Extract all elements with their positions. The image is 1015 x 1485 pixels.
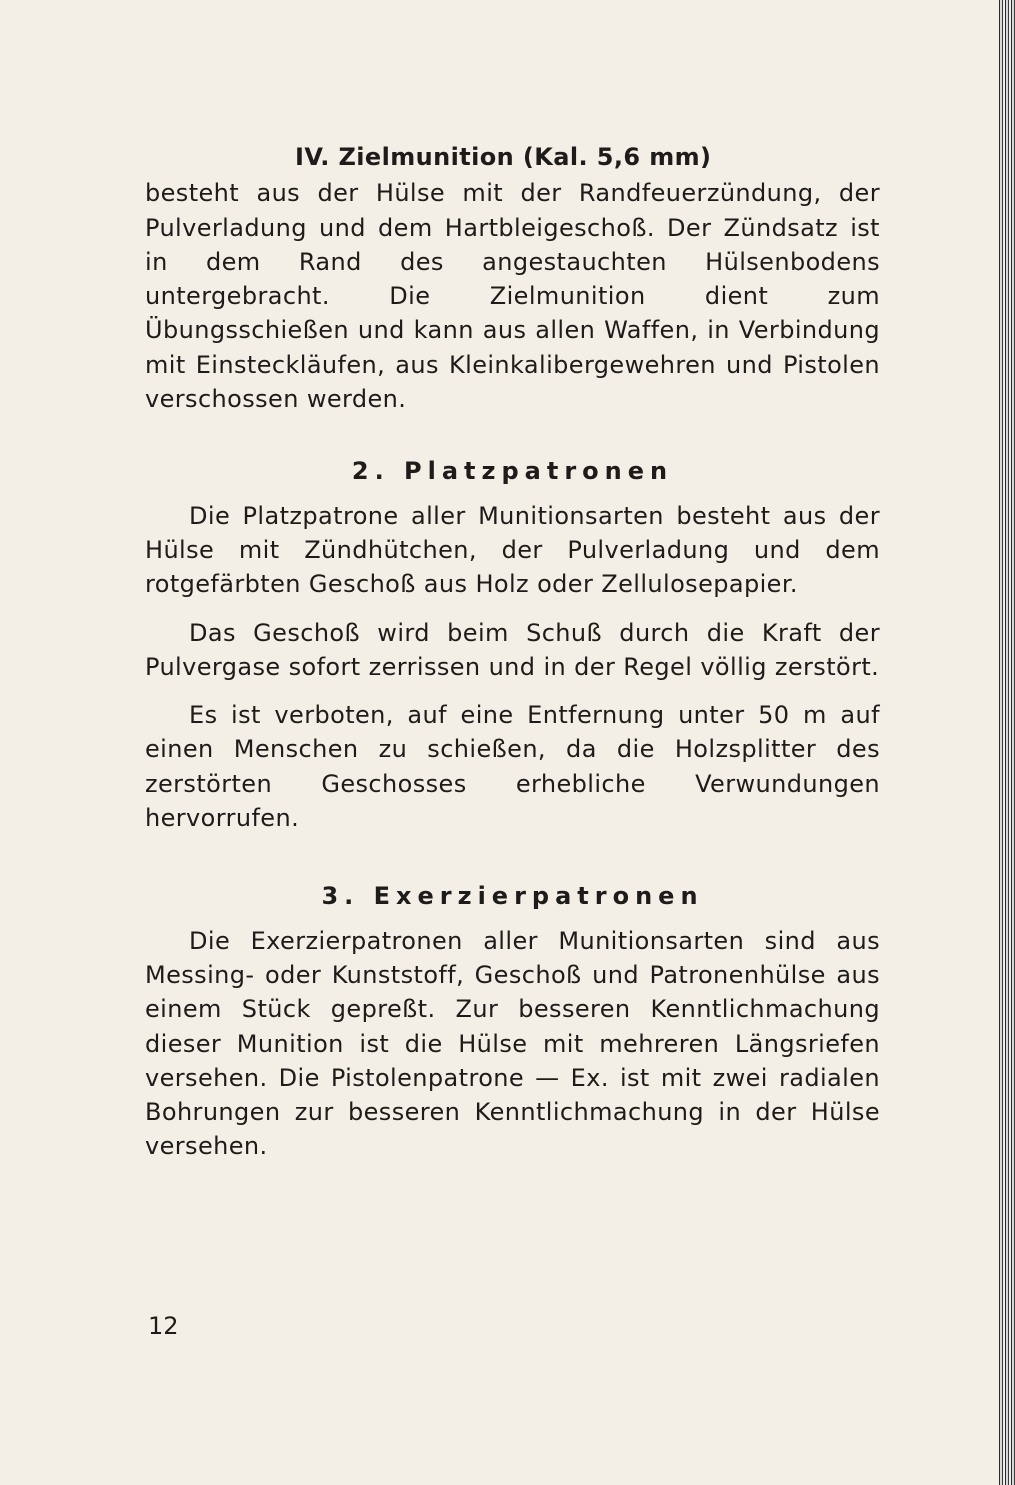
page-content	[145, 140, 880, 1164]
section-2-paragraph: Die Platzpatrone aller Munitionsarten besteht aus der Hülse mit Zündhütchen, der Pulverladung und dem rotgefärbten Geschoß aus Holz oder Zellulosepapier.	[145, 501, 880, 599]
section-2-heading: 2. Platzpatronen	[351, 457, 674, 486]
section-iv-caliber: (Kal. 5,6 mm)	[522, 143, 712, 171]
section-2-paragraph: Es ist verboten, auf eine Entfernung unter 50 m auf einen Menschen zu schießen, da die Holzsplitter des zerstörten Geschosses erhebliche Verwundungen hervorrufen.	[145, 701, 880, 833]
page-number: 12	[148, 1312, 179, 1340]
section-3-paragraph: Die Exerzierpatronen aller Munitionsarten sind aus Messing- oder Kunststoff, Geschoß und Patronenhülse aus einem Stück gepreßt. Zur besseren Kenntlichmachung dieser Munition ist die Hülse mit mehreren Längsriefen versehen. Die Pistolenpatrone — Ex. ist mit zwei radialen Bohrungen zur besseren Kenntlichmachung in der Hülse versehen.	[145, 926, 880, 1161]
section-2-paragraph: Das Geschoß wird beim Schuß durch die Kraft der Pulvergase sofort zerrissen und in der Regel völlig zerstört.	[145, 618, 880, 681]
scan-edge	[999, 0, 1015, 1485]
section-3-heading: 3. Exerzierpatronen	[321, 882, 704, 911]
section-iv-body: besteht aus der Hülse mit der Randfeuerzündung, der Pulverladung und dem Hartbleigeschoß. Der Zündsatz ist in dem Rand des angestauchten Hülsenbodens untergebracht. Die Zielmunition dient zum Übungsschießen und kann aus allen Waffen, in Verbindung mit Einsteckläufen, aus Kleinkalibergewehren und Pistolen verschossen werden.	[145, 179, 880, 414]
section-iv-heading	[145, 140, 880, 174]
section-iv-title: IV. Zielmunition	[295, 143, 515, 171]
